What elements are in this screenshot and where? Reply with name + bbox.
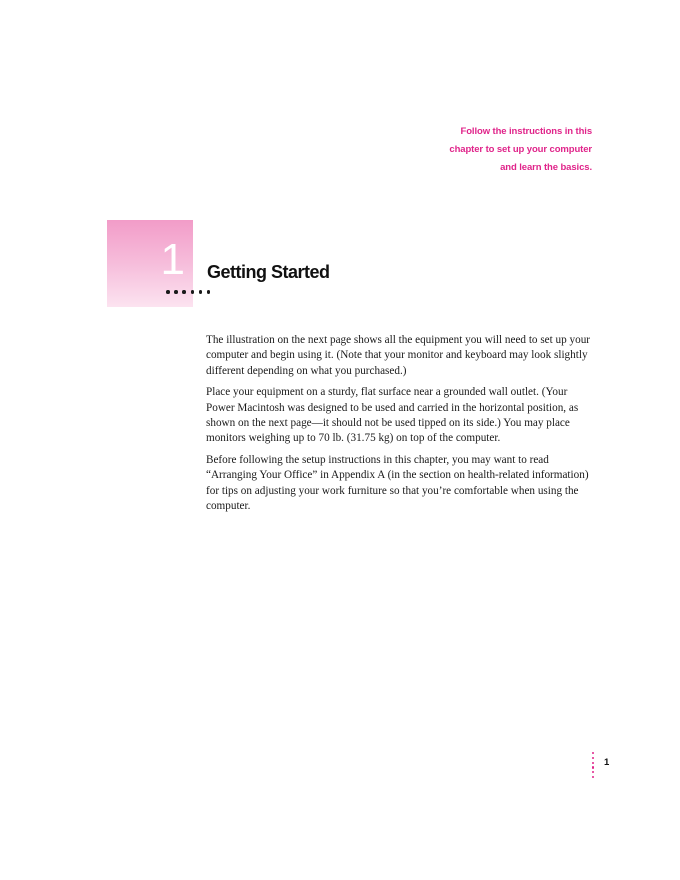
margin-note-line: chapter to set up your computer [449,144,592,155]
chapter-title: Getting Started [207,262,330,282]
dot [207,290,211,294]
margin-note-line: Follow the instructions in this [460,126,592,137]
dot [191,290,195,294]
dot [592,762,594,764]
dot [592,776,594,778]
body-paragraph: The illustration on the next page shows all the equipment you will need to set up your computer and begin using it. (Note that your monitor and keyboard may look slightly different depending on what you purchased.) [206,334,591,377]
dot [166,290,170,294]
page-number: 1 [604,757,610,768]
dot [592,771,594,773]
dot [592,766,594,768]
dot [199,290,203,294]
body-text [206,333,598,521]
dot [182,290,186,294]
dot [592,757,594,759]
dot [592,752,594,754]
body-paragraph: Before following the setup instructions in this chapter, you may want to read “Arranging Your Office” in Appendix A (in the section on health-related information) for tips on adjusting your work furniture so that you’re comfortable when using the computer. [206,454,589,512]
margin-note [392,123,592,177]
chapter-number-block [107,220,193,307]
margin-note-line: and learn the basics. [500,162,592,173]
page-marker-dots [592,752,595,781]
dot [174,290,178,294]
chapter-dots-divider [166,290,215,294]
body-paragraph: Place your equipment on a sturdy, flat surface near a grounded wall outlet. (Your Power Macintosh was designed to be used and carried in the horizontal position, as shown on the next page—it should not be used tipped on its side.) You may place monitors weighing up to 70 lb. (31.75 kg) on top of the computer. [206,386,579,445]
chapter-number: 1 [160,235,185,284]
